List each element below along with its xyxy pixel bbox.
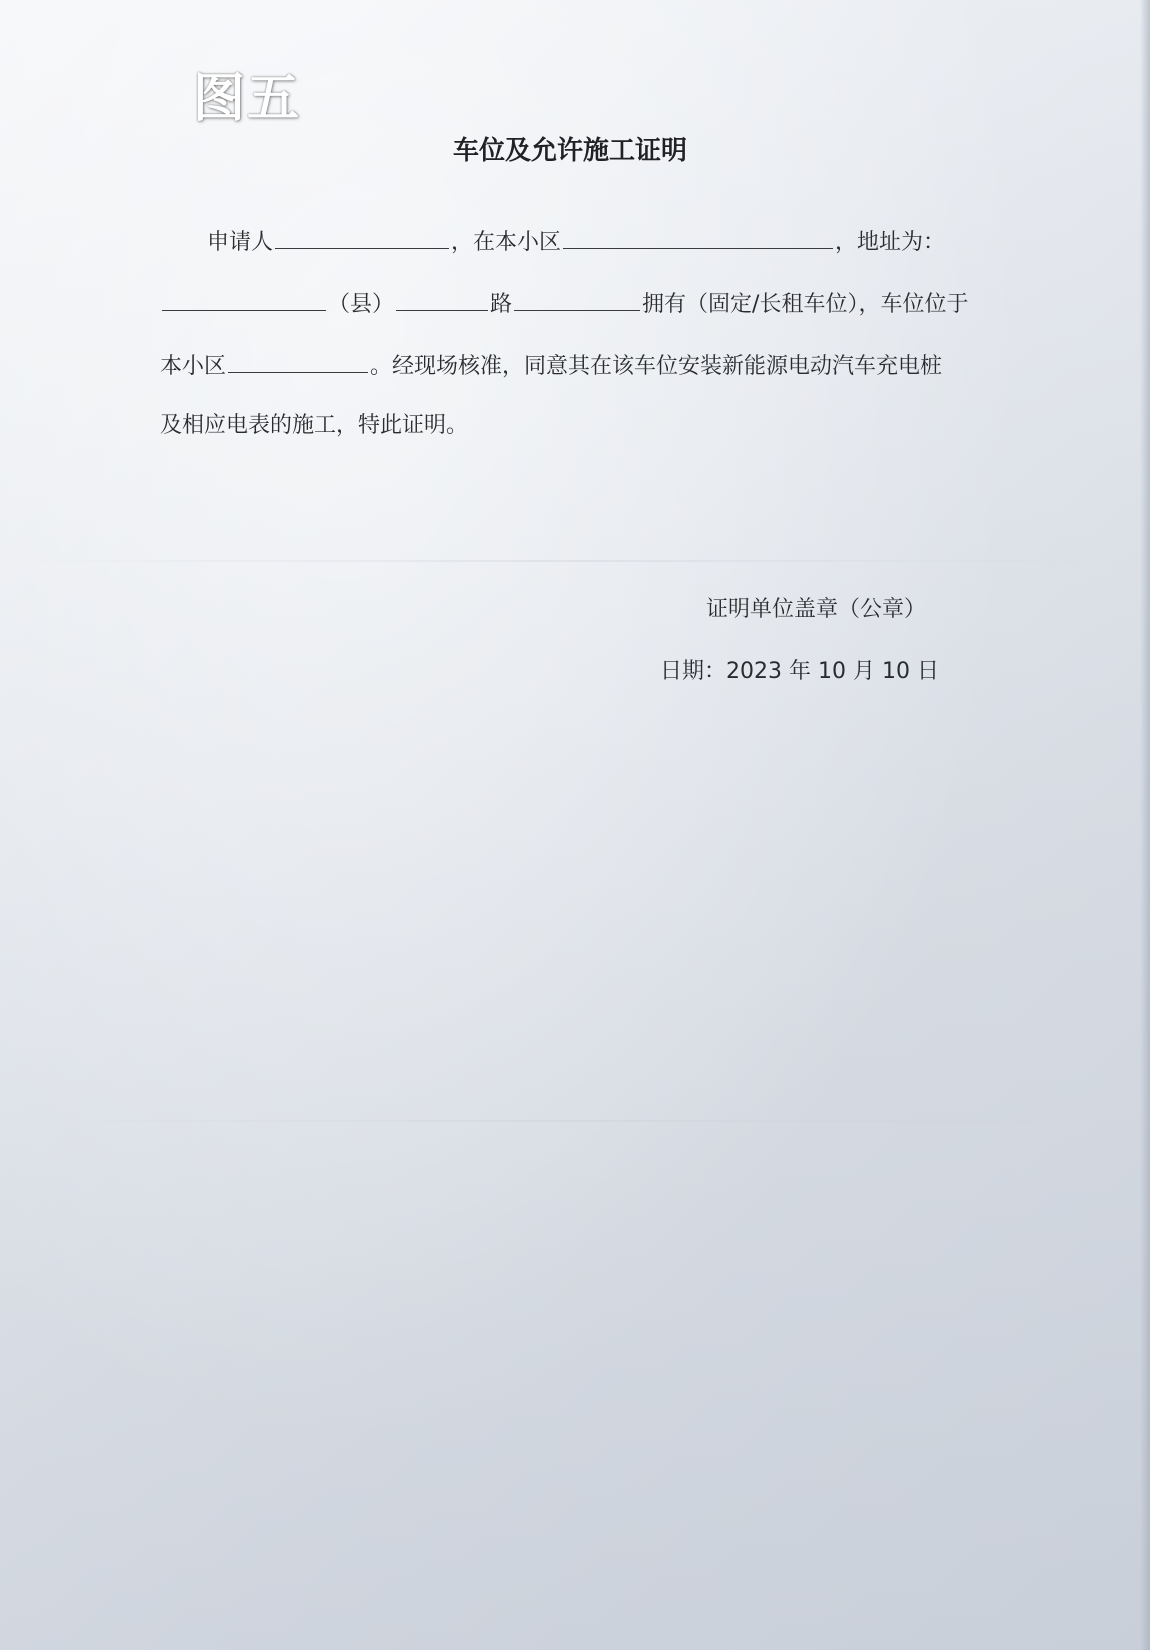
paragraph-line-1 <box>207 224 945 256</box>
line1-text-address: ，地址为： <box>835 230 946 255</box>
applicant-blank <box>275 224 449 249</box>
figure-label: 图五 <box>193 69 302 129</box>
line3-text-approval: 。经现场核准，同意其在该车位安装新能源电动汽车充电桩 <box>370 354 943 379</box>
city-blank <box>162 286 326 311</box>
line2-text-ownership: 拥有（固定/长租车位），车位位于 <box>642 292 969 317</box>
road-blank <box>514 286 640 311</box>
county-blank <box>396 286 488 311</box>
signature-seal-line: 证明单位盖章（公章） <box>706 597 927 622</box>
paper-fold-line <box>0 1120 1150 1122</box>
paragraph-line-4: 及相应电表的施工，特此证明。 <box>160 413 469 438</box>
document-title: 车位及允许施工证明 <box>452 136 687 166</box>
paragraph-line-3 <box>160 348 942 380</box>
line2-text-road: 路 <box>490 292 513 317</box>
document-date: 日期：2023 年 10 月 10 日 <box>660 659 939 684</box>
paper-fold-line <box>0 560 1150 562</box>
line1-text-community: ，在本小区 <box>451 230 562 255</box>
line1-text-applicant: 申请人 <box>207 230 274 255</box>
paper-edge-shadow <box>1140 0 1150 1650</box>
line3-text-community: 本小区 <box>160 354 227 379</box>
parking-location-blank <box>228 348 368 373</box>
paragraph-line-2 <box>160 286 968 318</box>
line2-text-county: （县） <box>328 292 395 317</box>
community-blank <box>563 224 833 249</box>
